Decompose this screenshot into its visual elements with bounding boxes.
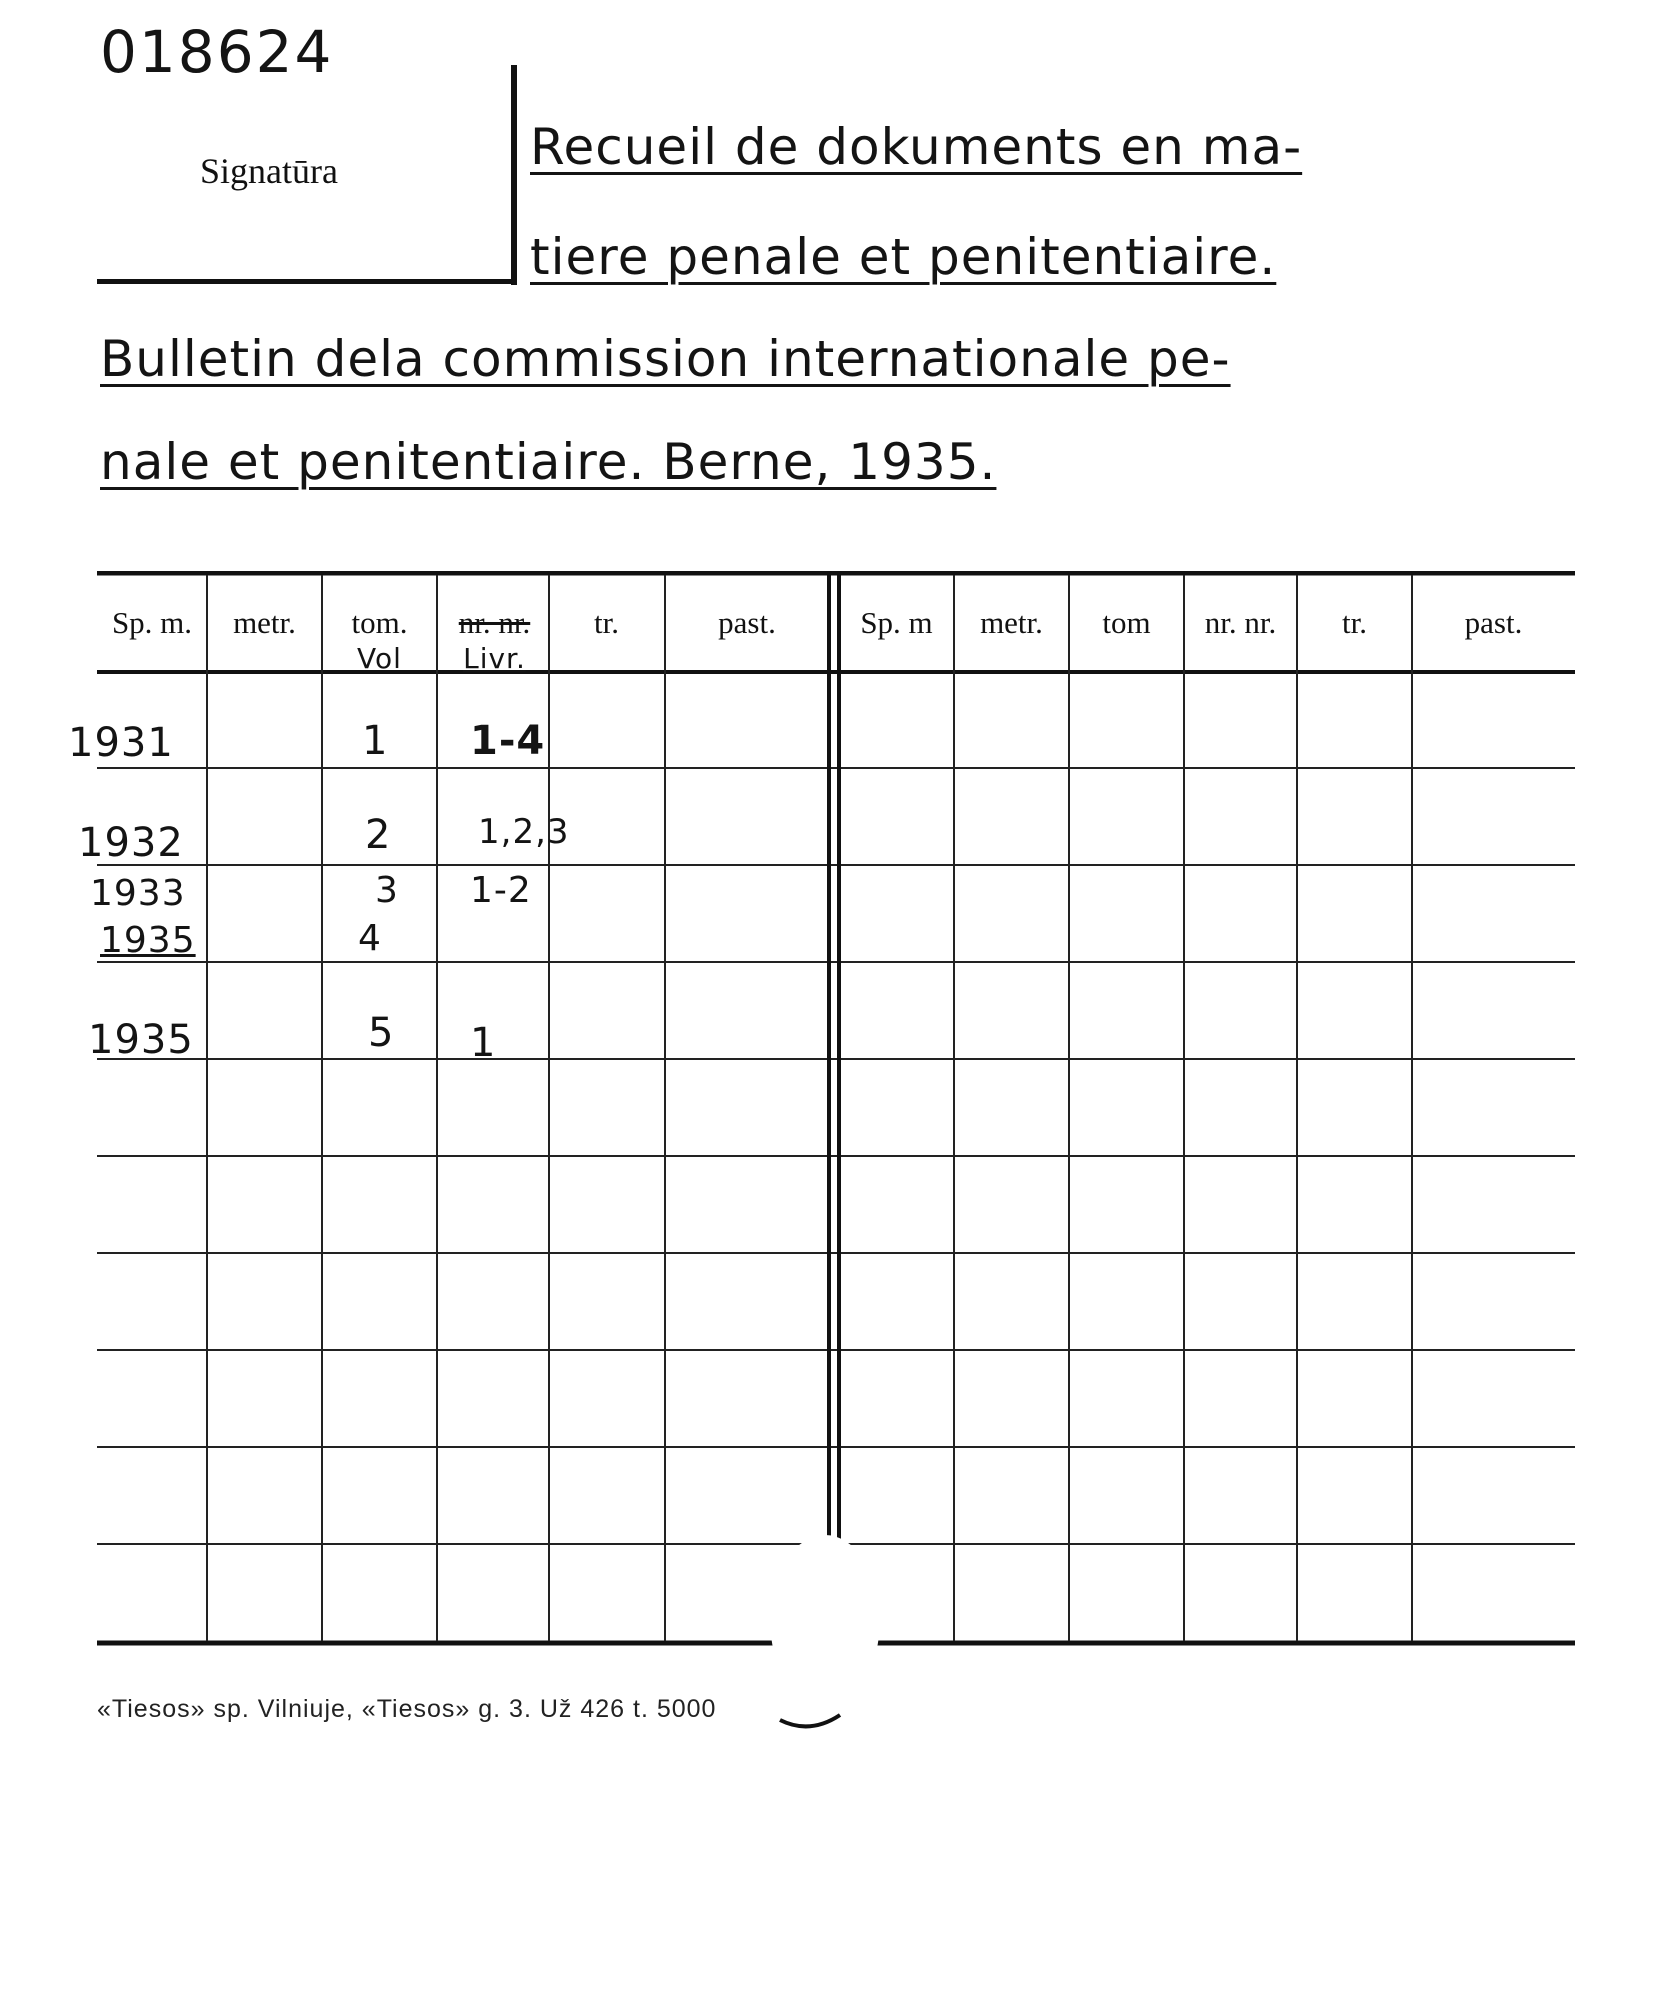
header-past-right: past. — [1464, 605, 1523, 640]
header-note-livr: Livr. — [463, 642, 526, 675]
row-1-tom: 1 — [362, 718, 389, 764]
header-past-left: past. — [718, 605, 776, 640]
row-4-year: 1935 — [100, 920, 196, 961]
title-line-2: tiere penale et penitentiaire. — [530, 228, 1277, 286]
row-3-tom: 3 — [375, 870, 399, 911]
paper-damage-spot — [760, 1530, 890, 1730]
header-tr-right: tr. — [1342, 605, 1367, 640]
header-note-vol: Vol — [357, 642, 402, 675]
header-tom-left: tom. — [351, 605, 408, 640]
subtitle-line-1: Bulletin dela commission internationale pe- — [100, 330, 1231, 388]
row-4-tom: 4 — [358, 918, 382, 959]
row-5-year: 1935 — [88, 1017, 194, 1063]
signature-label: Signatūra — [200, 151, 338, 191]
signature-divider-horizontal — [97, 279, 517, 284]
grid-row-lines — [97, 768, 1575, 1544]
header-tr-left: tr. — [594, 605, 619, 640]
header-nr-left: nr. nr. — [458, 605, 531, 640]
row-2-tom: 2 — [365, 812, 392, 858]
header-sp-m-right: Sp. m — [860, 605, 933, 640]
row-1-year: 1931 — [68, 720, 174, 766]
grid-center-divider — [829, 575, 839, 1641]
row-2-nr: 1,2,3 — [478, 812, 570, 852]
header-sp-m-left: Sp. m. — [111, 605, 193, 640]
row-3-year: 1933 — [90, 873, 186, 914]
subtitle-line-2: nale et penitentiaire. Berne, 1935. — [100, 433, 997, 491]
title-line-1: Recueil de dokuments en ma- — [530, 118, 1303, 176]
holdings-grid — [97, 571, 1575, 1646]
row-2-year: 1932 — [78, 820, 184, 866]
header-metr-right: metr. — [980, 605, 1043, 640]
row-3-nr: 1-2 — [470, 870, 532, 911]
card-number: 018624 — [100, 18, 334, 86]
row-5-tom: 5 — [368, 1010, 395, 1056]
header-nr-right: nr. nr. — [1204, 605, 1277, 640]
row-1-nr: 1-4 — [470, 718, 546, 764]
header-metr-left: metr. — [233, 605, 296, 640]
row-5-nr: 1 — [470, 1020, 497, 1066]
printer-footer: «Tiesos» sp. Vilniuje, «Tiesos» g. 3. Už 426 t. 5000 — [97, 1695, 717, 1723]
header-tom-right: tom — [1102, 605, 1151, 640]
signature-divider-vertical — [511, 65, 517, 285]
